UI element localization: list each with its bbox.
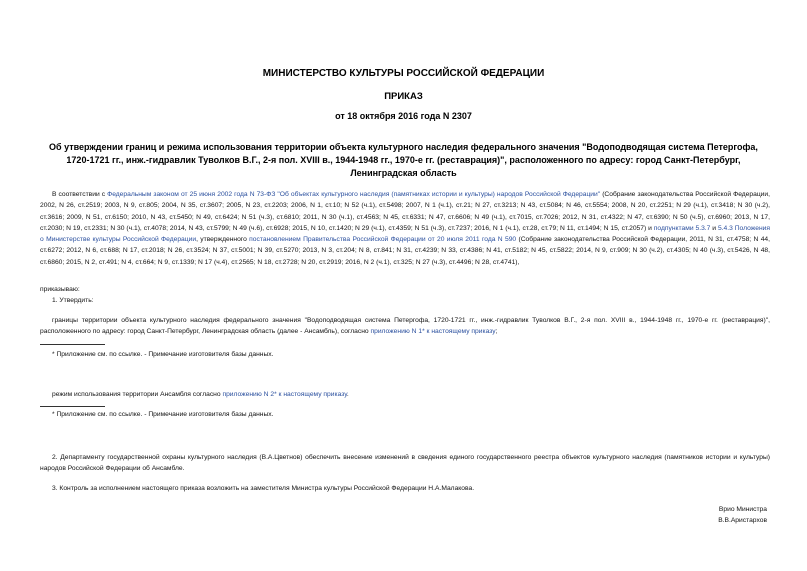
appendix-2-link[interactable]: приложению N 2* к настоящему приказу [222, 391, 347, 398]
government-resolution-link[interactable]: постановлением Правительства Российской Федерации от 20 июля 2011 года N 590 [249, 236, 517, 244]
regime-paragraph [52, 389, 349, 400]
document-type-heading: ПРИКАЗ [384, 91, 423, 102]
order-word: приказываю: [40, 286, 80, 293]
boundaries-paragraph [40, 315, 770, 338]
subclause-5-3-7-link[interactable]: подпунктами 5.3.7 [653, 224, 711, 232]
date-number-heading: от 18 октября 2016 года N 2307 [335, 111, 472, 121]
boundaries-end: ; [495, 328, 498, 336]
ministry-heading: МИНИСТЕРСТВО КУЛЬТУРЫ РОССИЙСКОЙ ФЕДЕРАЦИИ [262, 68, 545, 79]
preamble-text-2: (Собрание законодательства Российской Федерации, 2002, N 26, ст.2519; 2003, N 9, ст.805; 2004, N 35, ст.3607; 2005, N 23, ст.2203; 2006, N 1, ст.10; N 52 (ч.1), ст.5498; 2007, N 1 (ч.1), ст.21; N 27, ст.3213; N 43, ст.5084; N 46, ст.5554; 2008, N 20, ст.2251; N 29 (ч.1), ст.3418; N 30 (ч.2), ст.3616; 2009, N 51, ст.6150; 2010, N 43, ст.5450; N 49, ст.6424; N 51 (ч.3), ст.6810; 2011, N 30 (ч.1), ст.4563; N 45, ст.6331; N 47, ст.6606; N 49 (ч.1), ст.7015, ст.7026; 2012, N 31, ст.4322; N 47, ст.6390; N 50 (ч.5), ст.6960; 2013, N 17, ст.2030; N 19, ст.2331; N 30 (ч.1), ст.4078; 2014, N 43, ст.5799; N 49 (ч.6), ст.6928; 2015, N 10, ст.1420; N 29 (ч.1), ст.4359; N 51 (ч.3), ст.7237; 2016, N 1 (ч.1), ст.28, ст.79; N 11, ст.1494; N 15, ст.2057) и [40, 191, 770, 232]
federal-law-link[interactable]: Федеральным законом от 25 июня 2002 года N 73-ФЗ "Об объектах культурного наследия (памятниках истории и культуры) народов Российской Федерации" [107, 191, 601, 198]
footnote-divider [40, 406, 105, 407]
item-2-paragraph: 2. Департаменту государственной охраны культурного наследия (В.А.Цветнов) обеспечить внесение изменений в сведения единого государственного реестра объектов культурного наследия (памятников истории и культуры) народов Российской Федерации об Ансамбле. [40, 454, 770, 473]
preamble-text-3: и [710, 224, 718, 232]
item-1-intro: 1. Утвердить: [52, 297, 94, 304]
item-3-paragraph: 3. Контроль за исполнением настоящего приказа возложить на заместителя Министра культуры Российской Федерации Н.А.Малакова. [52, 485, 475, 492]
footnote-divider [40, 344, 105, 345]
boundaries-text: границы территории объекта культурного наследия федерального значения "Водоподводящая система Петергофа, 1720-1721 гг., инж.-гидравлик Туволков В.Г., 2-я пол. XVIII в., 1944-1948 гг., 1970-е гг. (реставрация)", расположенного по адресу: город Санкт-Петербург, Ленинградская область (далее - Ансамбль), согласно [40, 317, 770, 336]
preamble-paragraph [40, 189, 770, 268]
regulation-link[interactable]: 5.4.3 Положения о Министерстве культуры Российской Федерации [40, 224, 770, 244]
signature-position: Врио Министра [718, 506, 767, 513]
footnote-2: * Приложение см. по ссылке. - Примечание изготовителя базы данных. [52, 411, 274, 418]
preamble-text-4: , утвержденного [196, 236, 250, 244]
regime-text: режим использования территории Ансамбля согласно [52, 391, 223, 398]
preamble-text-5: (Собрание законодательства Российской Федерации, 2011, N 31, ст.4758; N 44, ст.6272; 2012, N 6, ст.688; N 17, ст.2018; N 26, ст.3524; N 37, ст.5001; N 39, ст.5270; 2013, N 3, ст.204; N 8, ст.841; N 31, ст.4239; N 33, ст.4386; N 41, ст.5182; N 45, ст.5822; 2014, N 9, ст.909; N 30 (ч.2), ст.4305; N 40 (ч.3), ст.5426, N 48, ст.6860; 2015, N 2, ст.491; N 4, ст.664; N 9, ст.1339; N 17 (ч.4), ст.2565; N 18, ст.2728; N 20, ст.2919; 2016, N 2 (ч.1), ст.325; N 27 (ч.3), ст.4496; N 28, ст.4741), [40, 236, 770, 266]
regime-end: . [346, 391, 349, 398]
signature-name: В.В.Аристархов [718, 517, 767, 524]
document-title: Об утверждении границ и режима использования территории объекта культурного наследия федерального значения "Водоподводящая система Петергофа, 1720-1721 гг., инж.-гидравлик Туволков В.Г., 2-я пол. XVIII в., 1944-1948 гг., 1970-е гг. (реставрация)", расположенного по адресу: город Санкт-Петербург, Ленинградская область [49, 142, 758, 178]
appendix-1-link[interactable]: приложению N 1* к настоящему приказу [370, 328, 496, 336]
preamble-text-1: В соответствии с [52, 191, 108, 198]
footnote-1: * Приложение см. по ссылке. - Примечание изготовителя базы данных. [52, 351, 274, 358]
